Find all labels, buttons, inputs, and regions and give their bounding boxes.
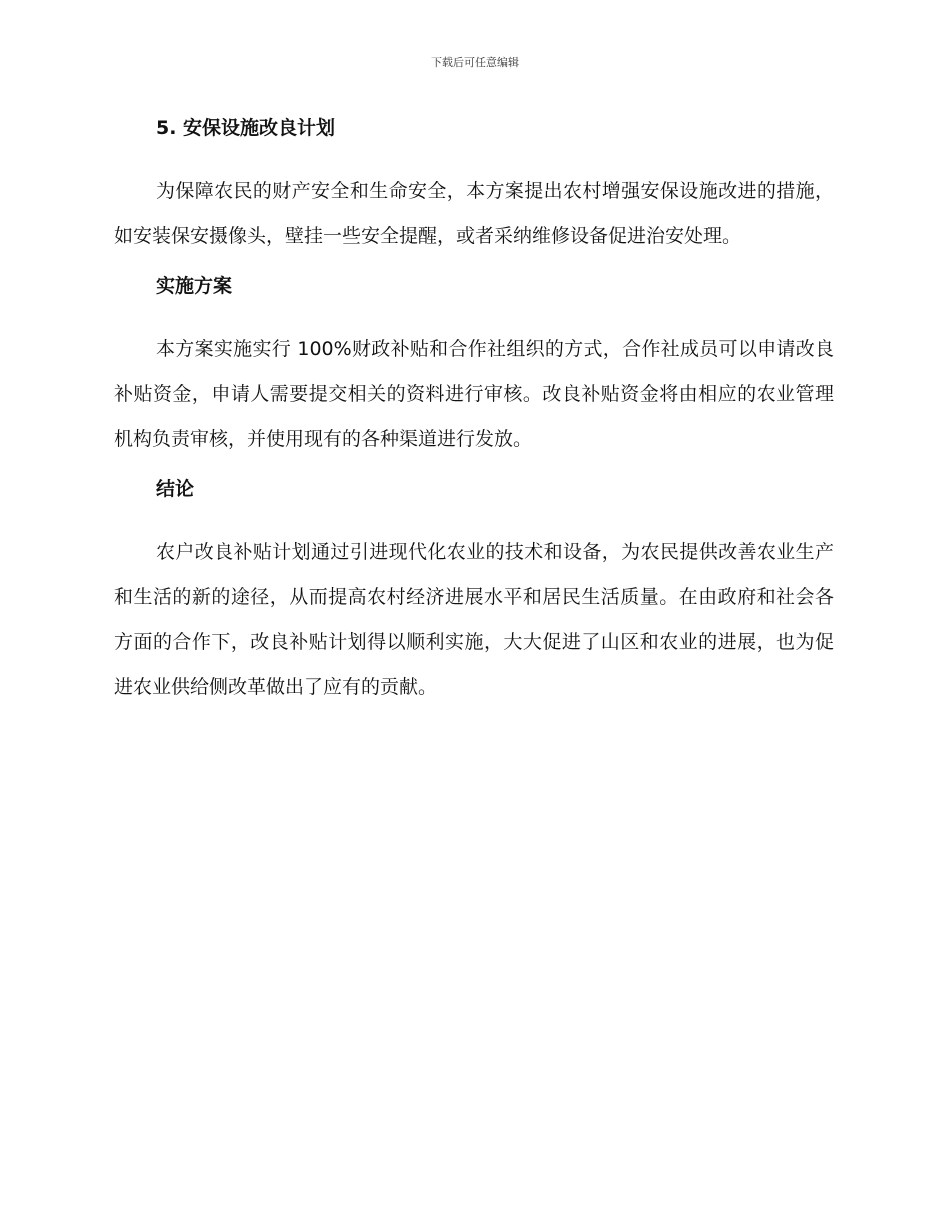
document-body [114,112,834,710]
section-heading-conclusion: 结论 [156,478,195,500]
section-heading-implementation: 实施方案 [156,275,233,297]
section-paragraph-implementation: 本方案实施实行 100%财政补贴和合作社组织的方式，合作社成员可以申请改良补贴资金，申请人需要提交相关的资料进行审核。改良补贴资金将由相应的农业管理机构负责审核，并使用现有的各种渠道进行发放。 [114,338,834,450]
section-heading-security: 5. 安保设施改良计划 [156,117,336,139]
section-paragraph-security: 为保障农民的财产安全和生命安全，本方案提出农村增强安保设施改进的措施，如安装保安摄像头，壁挂一些安全提醒，或者采纳维修设备促进治安处理。 [114,180,834,247]
section-paragraph-conclusion: 农户改良补贴计划通过引进现代化农业的技术和设备，为农民提供改善农业生产和生活的新的途径，从而提高农村经济进展水平和居民生活质量。在由政府和社会各方面的合作下，改良补贴计划得以顺利实施，大大促进了山区和农业的进展，也为促进农业供给侧改革做出了应有的贡献。 [114,541,834,698]
page-header: 下载后可任意编辑 [431,56,519,69]
